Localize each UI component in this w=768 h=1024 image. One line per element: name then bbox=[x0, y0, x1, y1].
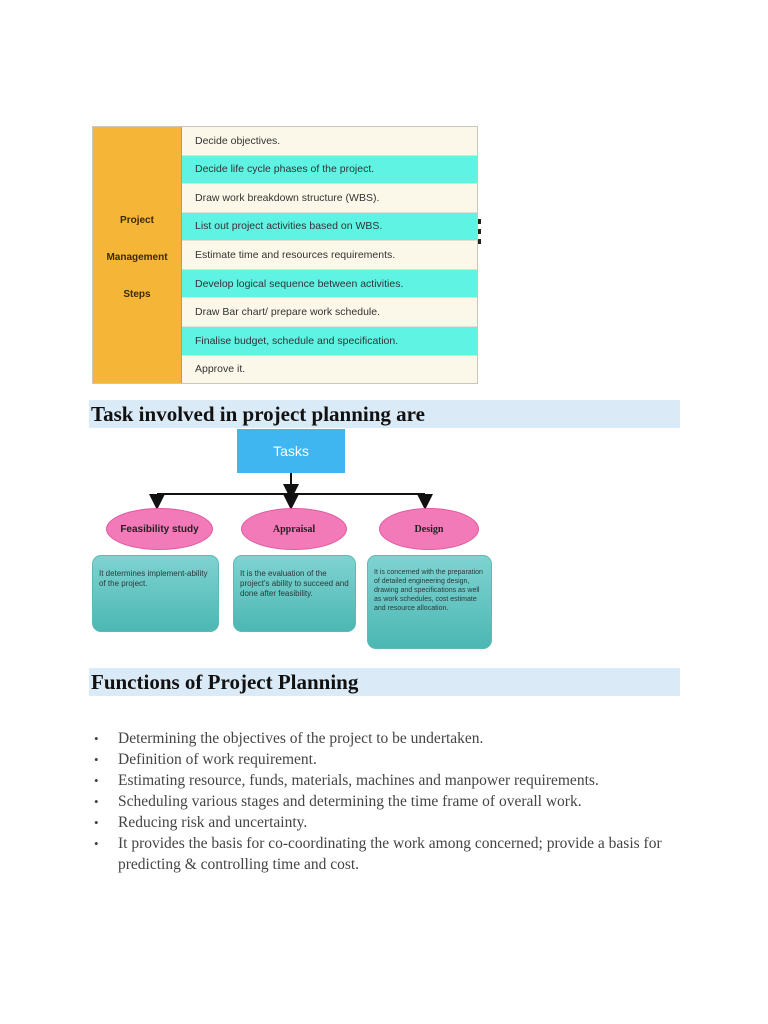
tasks-root-box: Tasks bbox=[237, 429, 345, 473]
step-row: Decide life cycle phases of the project. bbox=[182, 156, 477, 185]
list-item bbox=[91, 833, 691, 875]
step-row: Draw work breakdown structure (WBS). bbox=[182, 184, 477, 213]
section-title: Functions of Project Planning bbox=[91, 670, 359, 694]
step-row: Decide objectives. bbox=[182, 127, 477, 156]
card-design: It is concerned with the preparation of detailed engineering design, drawing and specifications as well as work schedules, cost estimate and resource allocation. bbox=[367, 555, 492, 649]
step-row: Estimate time and resources requirements. bbox=[182, 241, 477, 270]
step-row: Develop logical sequence between activities. bbox=[182, 270, 477, 299]
list-item bbox=[91, 770, 691, 791]
list-item-text: Determining the objectives of the project to be undertaken. bbox=[118, 730, 484, 747]
list-item-text: It provides the basis for co-coordinating the work among concerned; provide a basis for predicting & controlling time and cost. bbox=[118, 835, 662, 873]
side-marker bbox=[478, 219, 482, 245]
section-heading-tasks bbox=[89, 400, 680, 428]
list-item-text: Estimating resource, funds, materials, machines and manpower requirements. bbox=[118, 772, 599, 789]
list-item-text: Scheduling various stages and determining the time frame of overall work. bbox=[118, 793, 582, 810]
oval-appraisal: Appraisal bbox=[241, 508, 347, 550]
list-item bbox=[91, 749, 691, 770]
tasks-diagram bbox=[89, 428, 494, 654]
list-item-text: Reducing risk and uncertainty. bbox=[118, 814, 308, 831]
label-steps: Steps bbox=[123, 288, 151, 300]
label-management: Management bbox=[106, 251, 168, 263]
list-item-text: Definition of work requirement. bbox=[118, 751, 317, 768]
bullet: • bbox=[94, 731, 99, 746]
functions-list bbox=[91, 728, 691, 875]
oval-design: Design bbox=[379, 508, 479, 550]
bullet: • bbox=[94, 773, 99, 788]
step-row: List out project activities based on WBS. bbox=[182, 213, 477, 242]
list-item bbox=[91, 791, 691, 812]
step-row: Draw Bar chart/ prepare work schedule. bbox=[182, 298, 477, 327]
section-title: Task involved in project planning are bbox=[91, 402, 425, 426]
step-row: Approve it. bbox=[182, 356, 477, 384]
step-row: Finalise budget, schedule and specification. bbox=[182, 327, 477, 356]
bullet: • bbox=[94, 794, 99, 809]
list-item bbox=[91, 812, 691, 833]
bullet: • bbox=[94, 752, 99, 767]
card-feasibility-study: It determines implement-ability of the project. bbox=[92, 555, 219, 632]
bullet: • bbox=[94, 836, 99, 851]
bullet: • bbox=[94, 815, 99, 830]
section-heading-functions bbox=[89, 668, 680, 696]
steps-list bbox=[182, 127, 477, 383]
card-appraisal: It is the evaluation of the project's ability to succeed and done after feasibility. bbox=[233, 555, 356, 632]
steps-label-column bbox=[93, 127, 182, 383]
label-project: Project bbox=[120, 214, 154, 226]
list-item bbox=[91, 728, 691, 749]
project-steps-table bbox=[92, 126, 478, 384]
oval-feasibility-study: Feasibility study bbox=[106, 508, 213, 550]
